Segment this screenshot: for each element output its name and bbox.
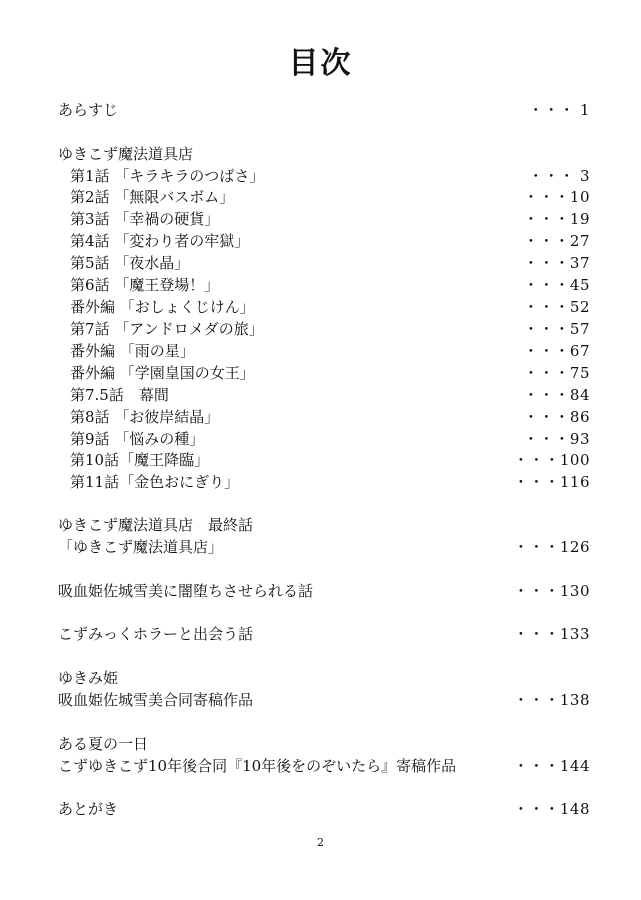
toc-entry — [58, 623, 590, 645]
toc-entry-page: ・・・138 — [513, 691, 590, 709]
toc-entry-page: ・・・ 1 — [528, 101, 590, 119]
toc-entry-page: ・・・75 — [523, 364, 590, 382]
toc-entry-title: ゆきこず魔法道具店 最終話 — [58, 516, 254, 534]
toc-entry-title: 第2話 「無限バスボム」 — [70, 188, 235, 206]
toc-entry-title: 第3話 「幸禍の硬貨」 — [70, 210, 220, 228]
toc-entry-page: ・・・133 — [513, 625, 590, 643]
toc-entry-title: あらすじ — [58, 101, 119, 119]
toc-entry — [70, 296, 590, 318]
toc-entry-title: 第1話 「キラキラのつばさ」 — [70, 167, 265, 185]
toc-entry-page: ・・・126 — [513, 538, 590, 556]
toc-entry — [70, 318, 590, 340]
toc-entry-title: 第4話 「変わり者の牢獄」 — [70, 232, 250, 250]
toc-entry-page: ・・・86 — [523, 408, 590, 426]
toc-entry-title: 吸血姫佐城雪美合同寄稿作品 — [58, 691, 254, 709]
toc-entry — [70, 340, 590, 362]
toc-entry-page: ・・・37 — [523, 254, 590, 272]
toc-entry-title: 吸血姫佐城雪美に闇堕ちさせられる話 — [58, 582, 314, 600]
toc-entry-title: 第11話「金色おにぎり」 — [70, 473, 240, 491]
toc-entry-page: ・・・27 — [523, 232, 590, 250]
toc-entry — [70, 274, 590, 296]
toc-entry — [70, 362, 590, 384]
toc-entry — [70, 165, 590, 187]
toc-entry-page: ・・・84 — [523, 386, 590, 404]
toc-entry — [58, 536, 590, 558]
toc-entry — [58, 99, 590, 121]
toc-entry-title: 「ゆきこず魔法道具店」 — [58, 538, 224, 556]
toc-entry-title: ゆきみ姫 — [58, 669, 119, 687]
toc-entry-title: 第8話 「お彼岸結晶」 — [70, 408, 220, 426]
toc-entry-page: ・・・116 — [513, 473, 590, 491]
toc-entry-page: ・・・148 — [513, 800, 590, 818]
toc-entry-page: ・・・10 — [523, 188, 590, 206]
page-number: 2 — [317, 836, 324, 849]
toc-entry-title: 番外編 「学園皇国の女王」 — [70, 364, 255, 382]
toc-entry — [58, 689, 590, 711]
toc-entry-page: ・・・45 — [523, 276, 590, 294]
toc-entry — [70, 449, 590, 471]
toc-entry-page: ・・・52 — [523, 298, 590, 316]
toc-entry-title: こずみっくホラーと出会う話 — [58, 625, 254, 643]
toc-entry-title: 第9話 「悩みの種」 — [70, 430, 205, 448]
toc-entry — [70, 186, 590, 208]
toc-entry — [70, 471, 590, 493]
toc-entry-page: ・・・ 3 — [528, 167, 590, 185]
toc-entry-title: 第7.5話 幕間 — [70, 386, 169, 404]
page-title: 目次 — [288, 46, 353, 81]
toc-entry — [70, 406, 590, 428]
toc-entry — [70, 208, 590, 230]
toc-entry-title: ある夏の一日 — [58, 735, 149, 753]
toc-section-heading — [58, 514, 590, 536]
toc-entry-title: こずゆきこず10年後合同『10年後をのぞいたら』寄稿作品 — [58, 757, 457, 775]
toc-entry-page: ・・・130 — [513, 582, 590, 600]
toc-entry-title: 番外編 「雨の星」 — [70, 342, 195, 360]
toc-entry — [70, 384, 590, 406]
toc-entry-title: 第6話 「魔王登場！」 — [70, 276, 220, 294]
toc-entry — [58, 798, 590, 820]
toc-entry-title: ゆきこず魔法道具店 — [58, 145, 194, 163]
toc-section-heading — [58, 143, 590, 165]
toc-entry-page: ・・・144 — [513, 757, 590, 775]
toc-entry-page: ・・・19 — [523, 210, 590, 228]
toc-entry-title: 第10話「魔王降臨」 — [70, 451, 210, 469]
toc-section-heading — [58, 733, 590, 755]
toc-entry — [58, 755, 590, 777]
toc-entry — [70, 252, 590, 274]
toc-entry-page: ・・・57 — [523, 320, 590, 338]
toc-entry-page: ・・・67 — [523, 342, 590, 360]
toc-entry-page: ・・・100 — [513, 451, 590, 469]
toc-entry-page: ・・・93 — [523, 430, 590, 448]
toc-entry — [58, 580, 590, 602]
toc-entry-title: 第5話 「夜水晶」 — [70, 254, 190, 272]
toc-entry-title: あとがき — [58, 800, 119, 818]
toc-entry-title: 第7話 「アンドロメダの旅」 — [70, 320, 264, 338]
toc-entry — [70, 428, 590, 450]
toc-section-heading — [58, 667, 590, 689]
toc-entry-title: 番外編 「おしょくじけん」 — [70, 298, 255, 316]
toc-entry — [70, 230, 590, 252]
